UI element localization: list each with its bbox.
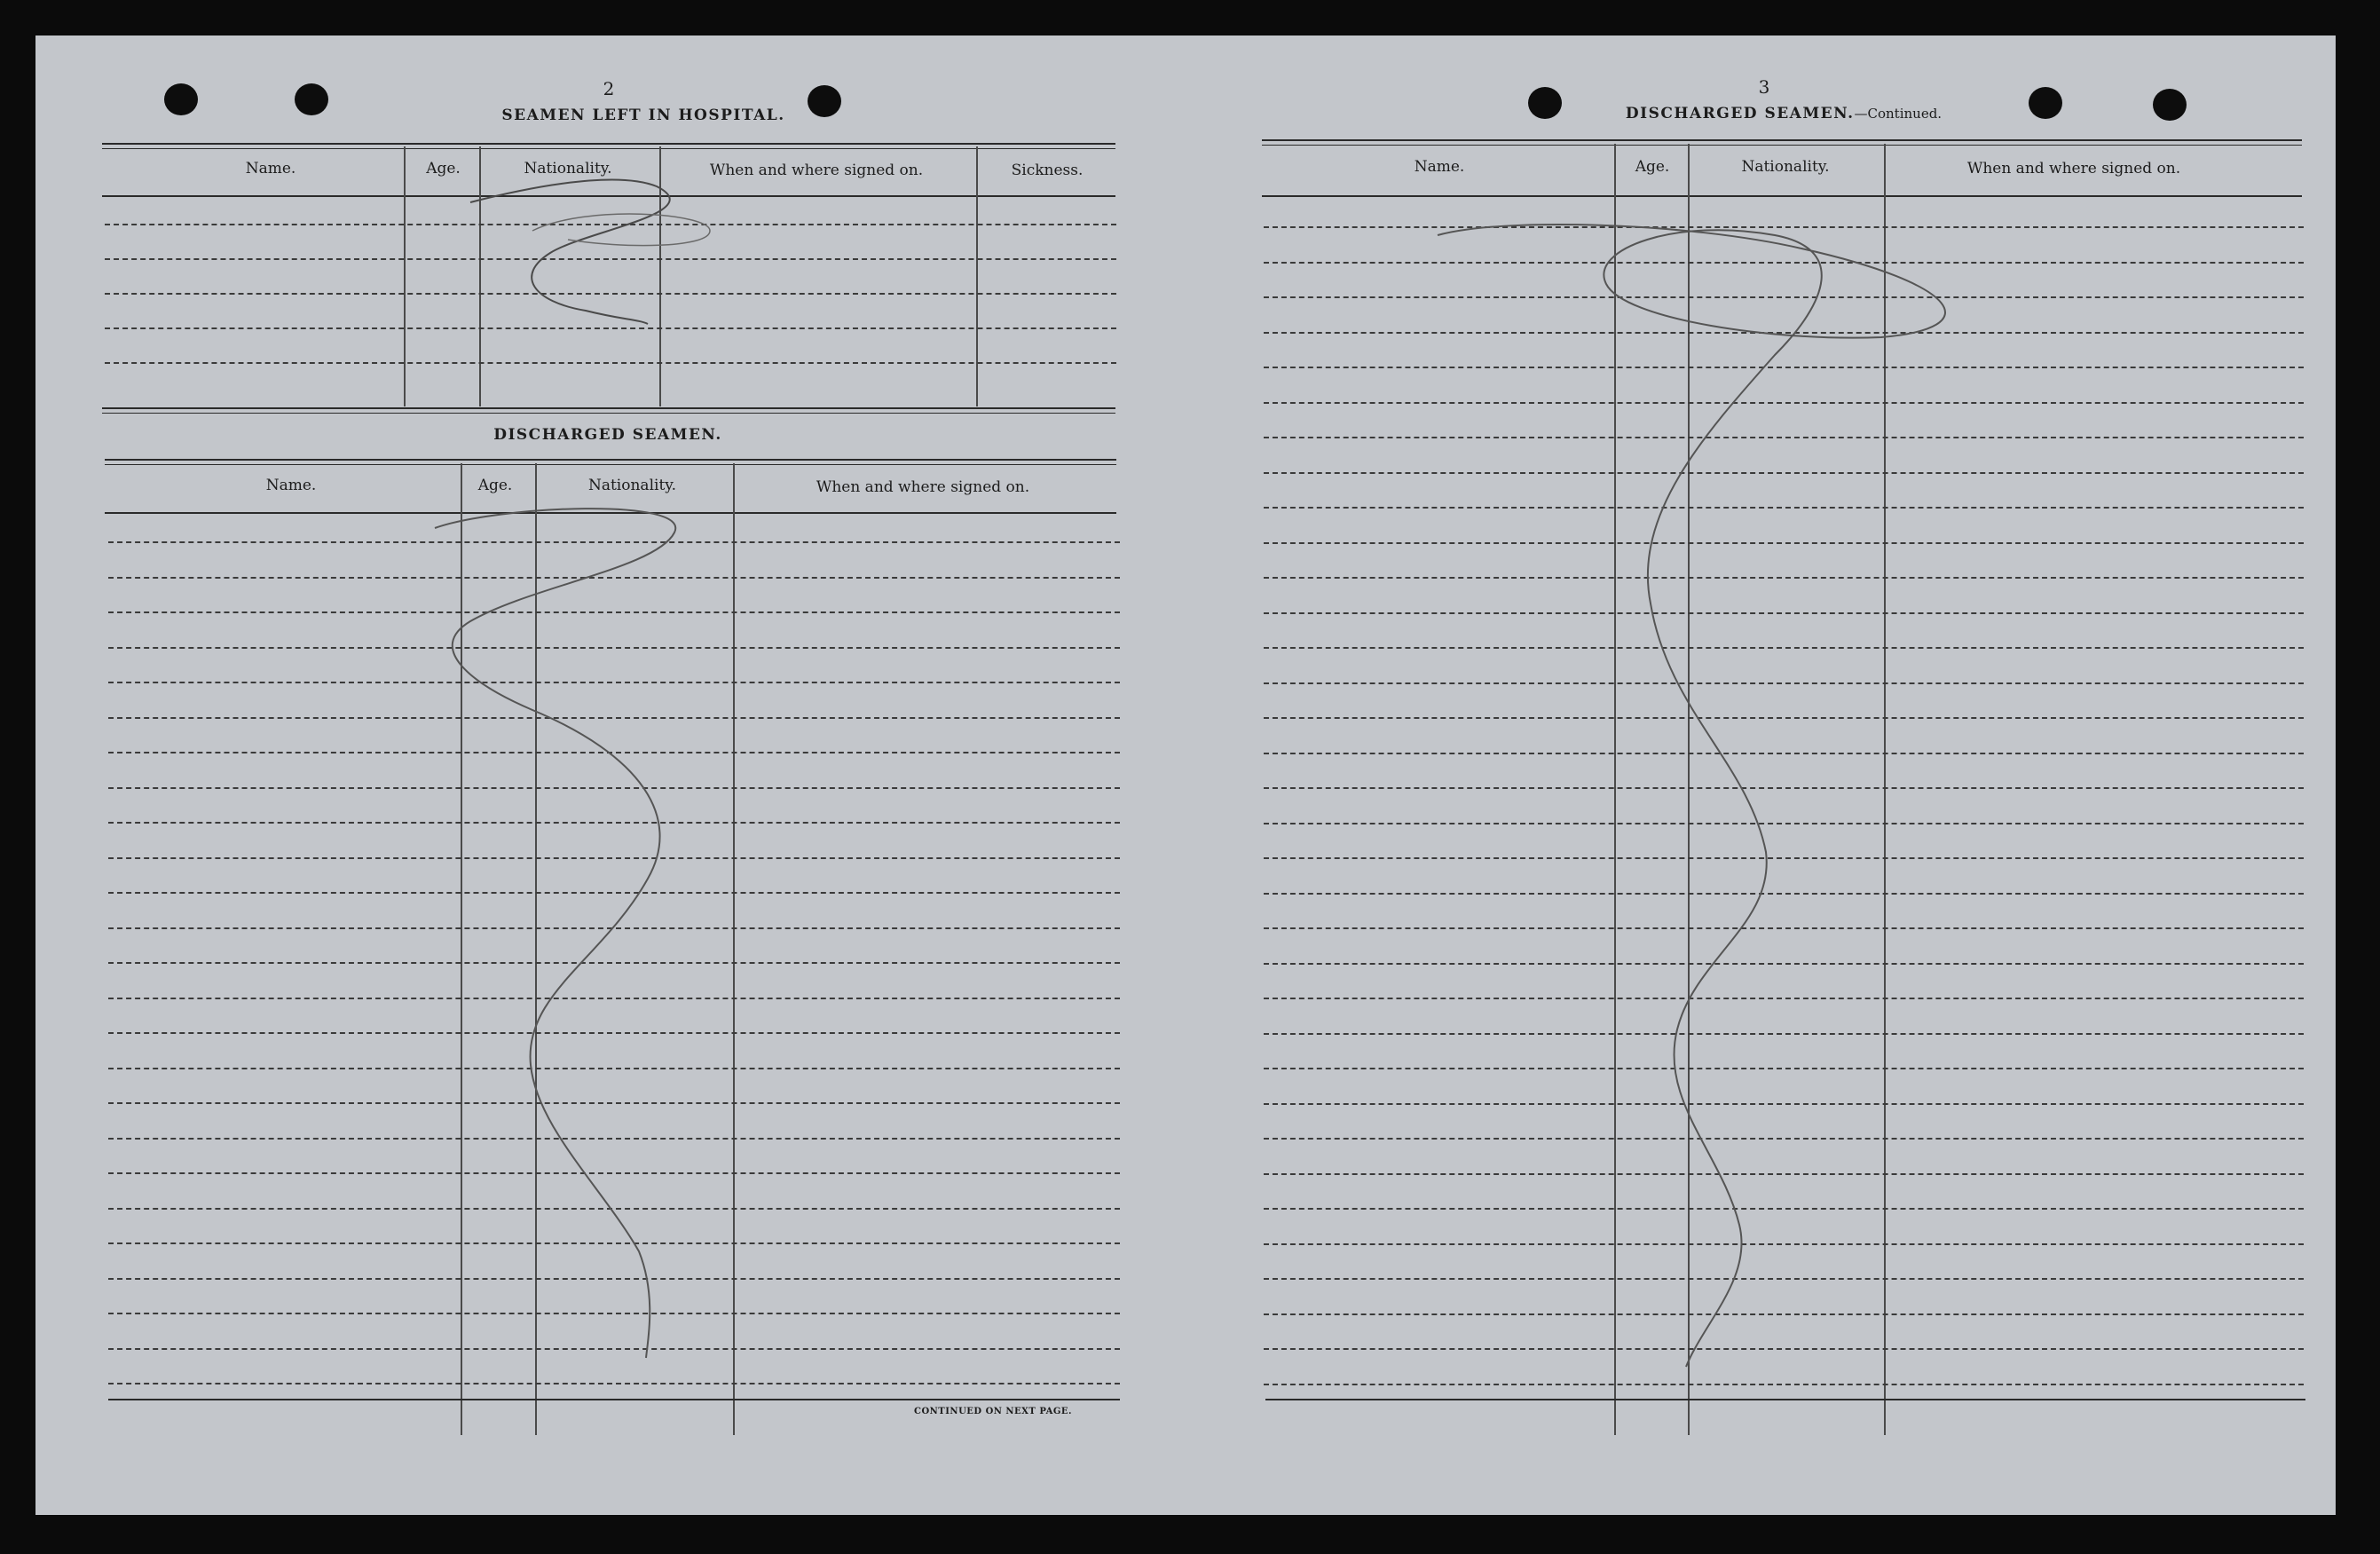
hospital-section-title: SEAMEN LEFT IN HOSPITAL. bbox=[501, 106, 785, 124]
ledger-sheet bbox=[35, 35, 2336, 1515]
right-page-number: 3 bbox=[1758, 76, 1770, 98]
continued-title-text: DISCHARGED SEAMEN. bbox=[1625, 105, 1855, 122]
continued-col-signed-on: When and where signed on. bbox=[1966, 160, 2181, 177]
pencil-mark-continued bbox=[1438, 225, 1945, 1367]
continued-label: —Continued. bbox=[1854, 106, 1943, 122]
hospital-col-name: Name. bbox=[245, 160, 296, 177]
left-page-number: 2 bbox=[603, 78, 615, 99]
discharged-col-age: Age. bbox=[477, 477, 513, 494]
discharged-col-signed-on: When and where signed on. bbox=[816, 478, 1030, 496]
continued-footer: CONTINUED ON NEXT PAGE. bbox=[914, 1407, 1073, 1416]
continued-col-nationality: Nationality. bbox=[1741, 158, 1830, 176]
discharged-col-name: Name. bbox=[265, 477, 317, 494]
pencil-mark-discharged bbox=[435, 509, 675, 1358]
hospital-col-signed-on: When and where signed on. bbox=[709, 162, 924, 179]
discharged-section-title: DISCHARGED SEAMEN. bbox=[493, 426, 722, 444]
hospital-col-age: Age. bbox=[426, 160, 461, 177]
pencil-cancel-marks bbox=[35, 35, 2336, 1515]
continued-col-age: Age. bbox=[1635, 158, 1670, 176]
discharged-col-nationality: Nationality. bbox=[587, 477, 677, 494]
hospital-col-sickness: Sickness. bbox=[1011, 162, 1084, 179]
pencil-mark-hospital bbox=[470, 180, 670, 324]
continued-col-name: Name. bbox=[1414, 158, 1465, 176]
hospital-col-nationality: Nationality. bbox=[524, 160, 612, 177]
pencil-mark-hospital-loop bbox=[532, 214, 710, 246]
